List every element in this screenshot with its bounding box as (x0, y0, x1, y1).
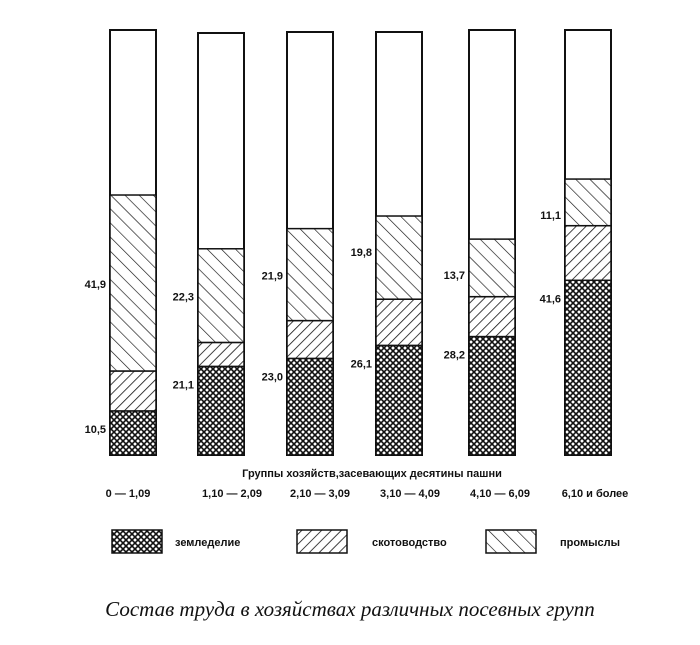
data-label: 21,9 (261, 270, 283, 283)
legend-swatch (112, 530, 162, 553)
bar-segment (198, 249, 244, 343)
data-label: 22,3 (172, 291, 194, 304)
data-label: 19,8 (350, 247, 372, 260)
bar-segment (198, 366, 244, 455)
bar-segment (376, 345, 422, 455)
data-label: 41,9 (84, 279, 106, 292)
data-label: 10,5 (84, 423, 106, 436)
data-label: 11,1 (540, 210, 561, 223)
bar-segment (565, 280, 611, 455)
bar-segment (287, 229, 333, 321)
legend-swatch (486, 530, 536, 553)
data-label: 26,1 (350, 358, 372, 371)
category-tick-label: 4,10 — 6,09 (470, 488, 530, 500)
bar-segment (110, 371, 156, 411)
legend-label: земледелие (175, 537, 241, 549)
bar-segment (469, 239, 515, 297)
bar-segment (565, 226, 611, 281)
bar-segment (110, 195, 156, 371)
data-label: 21,1 (172, 379, 194, 392)
data-label: 23,0 (261, 371, 283, 384)
bar-segment (565, 179, 611, 226)
legend (112, 530, 620, 553)
category-tick-label: 1,10 — 2,09 (202, 488, 262, 500)
bar-segment (287, 358, 333, 455)
data-label: 13,7 (443, 270, 465, 283)
bar-segment (376, 299, 422, 345)
bar-segment (287, 321, 333, 359)
category-ticks-group (106, 488, 629, 500)
legend-swatch (297, 530, 347, 553)
legend-label: скотоводство (372, 537, 447, 549)
category-tick-label: 3,10 — 4,09 (380, 488, 440, 500)
data-label: 28,2 (443, 349, 465, 362)
bar-segment (469, 337, 515, 455)
bar-segment (198, 342, 244, 366)
data-label: 41,6 (539, 293, 561, 306)
x-axis-label: Группы хозяйств,засевающих десятины пашни (242, 468, 502, 480)
category-tick-label: 2,10 — 3,09 (290, 488, 350, 500)
category-tick-label: 6,10 и более (561, 488, 629, 500)
chart-title: Состав труда в хозяйствах различных посевных групп (105, 597, 595, 621)
bar-segment (469, 297, 515, 337)
bar-segment (110, 411, 156, 455)
legend-label: промыслы (560, 537, 620, 549)
category-tick-label: 0 — 1,09 (105, 488, 151, 500)
bar-segment (376, 216, 422, 299)
